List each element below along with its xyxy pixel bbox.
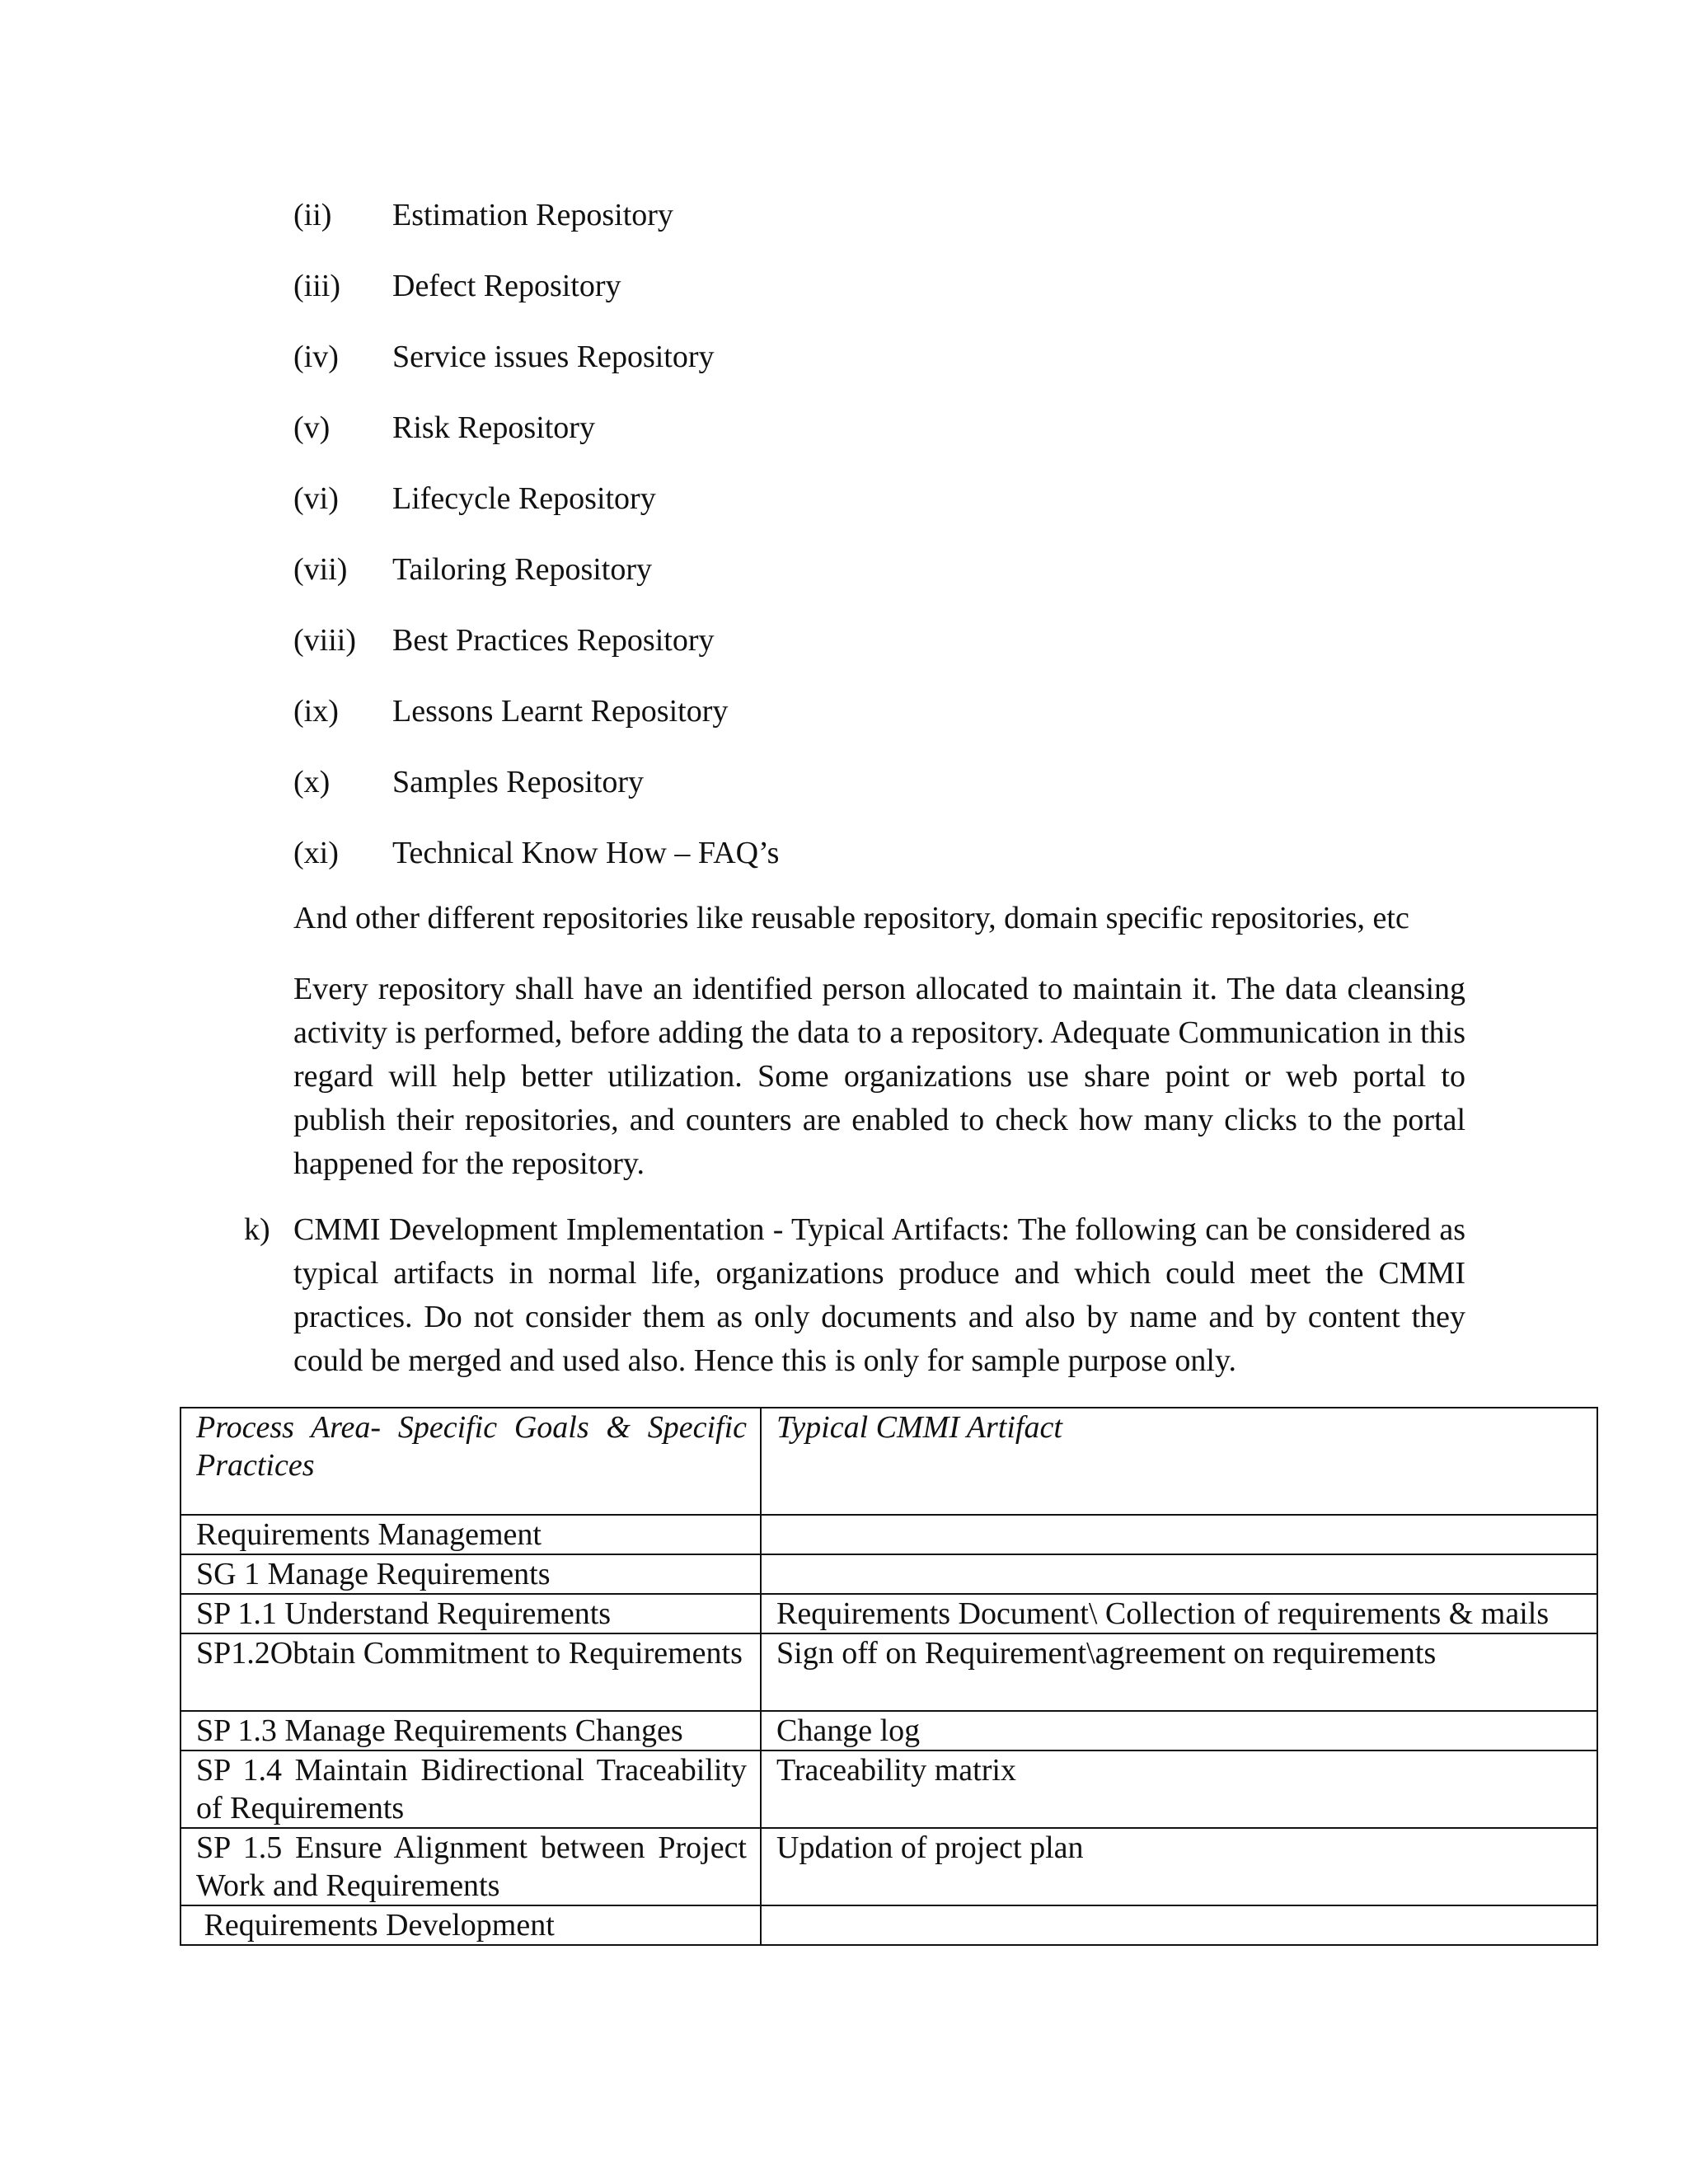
table-row — [181, 1633, 1597, 1711]
list-item — [293, 404, 1447, 475]
list-label: Technical Know How – FAQ’s — [392, 836, 780, 870]
practice-cell: SP 1.4 Maintain Bidirectional Traceability of Requirements — [181, 1750, 761, 1828]
list-label: Service issues Repository — [392, 340, 715, 374]
artifact-cell: Sign off on Requirement\agreement on requirements — [761, 1633, 1597, 1711]
list-label: Best Practices Repository — [392, 623, 715, 658]
table-header-row — [181, 1408, 1597, 1515]
artifact-cell: Requirements Document\ Collection of requirements & mails — [761, 1594, 1597, 1633]
list-label: Tailoring Repository — [392, 552, 653, 587]
table-row — [181, 1711, 1597, 1750]
list-number: (vii) — [293, 552, 348, 587]
practice-cell: SP1.2Obtain Commitment to Requirements — [181, 1633, 761, 1711]
artifact-cell — [761, 1905, 1597, 1945]
list-number: (vi) — [293, 481, 339, 516]
list-label: Defect Repository — [392, 269, 621, 303]
table-row — [181, 1905, 1597, 1945]
list-label: Lessons Learnt Repository — [392, 694, 729, 729]
artifact-cell: Change log — [761, 1711, 1597, 1750]
practice-cell: SP 1.1 Understand Requirements — [181, 1594, 761, 1633]
list-item — [293, 687, 1447, 758]
table-header-artifact: Typical CMMI Artifact — [761, 1408, 1597, 1515]
list-item — [293, 758, 1447, 829]
table-row — [181, 1594, 1597, 1633]
list-item — [293, 475, 1447, 546]
table-header-practices: Process Area- Specific Goals & Specific Practices — [181, 1408, 761, 1515]
other-repositories-paragraph: And other different repositories like reusable repository, domain specific repositories, etc — [293, 901, 1409, 935]
artifact-cell: Updation of project plan — [761, 1828, 1597, 1905]
table-row — [181, 1750, 1597, 1828]
list-number: (iii) — [293, 269, 340, 303]
list-number: (v) — [293, 410, 331, 445]
list-item — [293, 333, 1447, 404]
artifact-cell: Traceability matrix — [761, 1750, 1597, 1828]
list-item — [293, 616, 1447, 687]
practice-cell: SP 1.5 Ensure Alignment between Project Work and Requirements — [181, 1828, 761, 1905]
list-number: (ix) — [293, 694, 339, 729]
artifact-cell — [761, 1554, 1597, 1594]
list-item — [293, 262, 1447, 333]
item-k-paragraph: CMMI Development Implementation - Typical Artifacts: The following can be considered as typical artifacts in normal life, organizations produce and which could meet the CMMI practices. Do not consider them as only documents and also by name and by content they could be merged and used also. Hence this is only for sample purpose only. — [293, 1212, 1465, 1378]
practice-cell: Requirements Management — [181, 1515, 761, 1554]
list-item — [293, 191, 1447, 262]
table-row — [181, 1515, 1597, 1554]
list-number: (ii) — [293, 198, 332, 232]
practice-cell: Requirements Development — [181, 1905, 761, 1945]
list-number: (iv) — [293, 340, 339, 374]
repository-list — [293, 191, 1447, 900]
maintenance-paragraph: Every repository shall have an identified person allocated to maintain it. The data cleansing activity is performed, before adding the data to a repository. Adequate Communication in this regard will help better utilization. Some organizations use share point or web portal to publish their repositories, and counters are enabled to check how many clicks to the portal happened for the repository. — [293, 972, 1465, 1181]
cmmi-artifact-table — [180, 1407, 1598, 1946]
list-label: Lifecycle Repository — [392, 481, 656, 516]
artifact-cell — [761, 1515, 1597, 1554]
list-item — [293, 546, 1447, 616]
list-number: (xi) — [293, 836, 339, 870]
list-label: Risk Repository — [392, 410, 595, 445]
list-number: (viii) — [293, 623, 356, 658]
list-number: (x) — [293, 765, 331, 799]
list-label: Samples Repository — [392, 765, 645, 799]
item-k-label: k) — [244, 1212, 270, 1247]
practice-cell: SP 1.3 Manage Requirements Changes — [181, 1711, 761, 1750]
list-label: Estimation Repository — [392, 198, 673, 232]
table-row — [181, 1554, 1597, 1594]
list-item — [293, 829, 1447, 900]
practice-cell: SG 1 Manage Requirements — [181, 1554, 761, 1594]
table-row — [181, 1828, 1597, 1905]
